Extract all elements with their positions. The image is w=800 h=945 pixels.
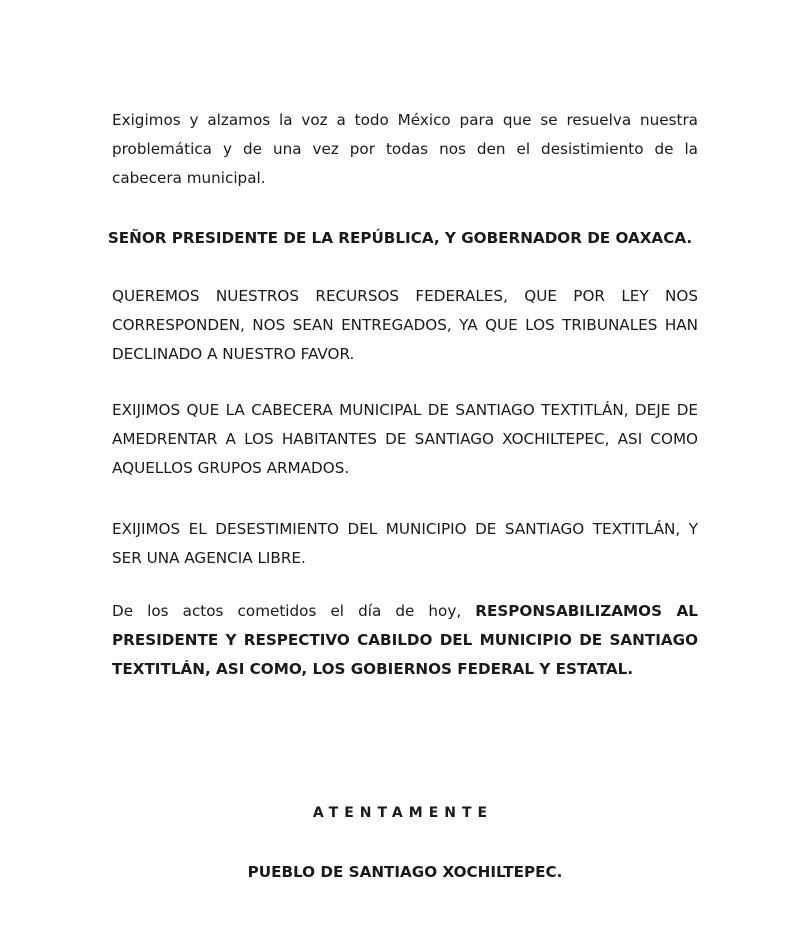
paragraph-demand: Exigimos y alzamos la voz a todo México para que se resuelva nuestra problemática y de una vez por todas nos den el desistimiento de la cabecera municipal. (112, 111, 698, 187)
closing-atentamente: ATENTAMENTE (312, 805, 494, 821)
signature: PUEBLO DE SANTIAGO XOCHILTEPEC. (247, 863, 563, 881)
paragraph-responsibility (112, 597, 698, 684)
heading-addressee: SEÑOR PRESIDENTE DE LA REPÚBLICA, Y GOBERNADOR DE OAXACA. (107, 229, 693, 247)
paragraph-agencia-libre: EXIJIMOS EL DESESTIMIENTO DEL MUNICIPIO DE SANTIAGO TEXTITLÁN, Y SER UNA AGENCIA LIBRE. (112, 520, 698, 567)
responsibility-bold: RESPONSABILIZAMOS AL PRESIDENTE Y RESPECTIVO CABILDO DEL MUNICIPIO DE SANTIAGO TEXTITLÁN, ASI COMO, LOS GOBIERNOS FEDERAL Y ESTATAL. (112, 602, 698, 678)
paragraph-federal-resources: QUEREMOS NUESTROS RECURSOS FEDERALES, QUE POR LEY NOS CORRESPONDEN, NOS SEAN ENTREGADOS, YA QUE LOS TRIBUNALES HAN DECLINADO A NUESTRO FAVOR. (112, 287, 698, 363)
responsibility-intro: De los actos cometidos el día de hoy, (112, 602, 476, 620)
paragraph-cabecera: EXIJIMOS QUE LA CABECERA MUNICIPAL DE SANTIAGO TEXTITLÁN, DEJE DE AMEDRENTAR A LOS HABITANTES DE SANTIAGO XOCHILTEPEC, ASI COMO AQUELLOS GRUPOS ARMADOS. (112, 401, 698, 477)
